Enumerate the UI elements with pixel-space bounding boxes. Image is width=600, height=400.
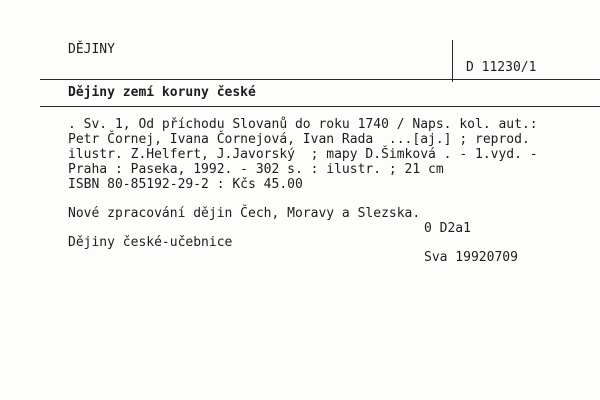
- description-line-1: . Sv. 1, Od příchodu Slovanů do roku 1740 / Naps. kol. aut.:: [68, 117, 538, 132]
- heading-divider-vertical: [452, 40, 453, 82]
- subject-heading: Dějiny české-učebnice: [68, 235, 233, 250]
- record-code: Sva 19920709: [424, 250, 518, 265]
- description-line-2: Petr Čornej, Ivana Čornejová, Ivan Rada ...[aj.] ; reprod.: [68, 132, 530, 147]
- description-line-3: ilustr. Z.Helfert, J.Javorský ; mapy D.Šimková . - 1.vyd. -: [68, 147, 538, 162]
- title-rule: [40, 106, 600, 107]
- description-line-5: ISBN 80-85192-29-2 : Kčs 45.00: [68, 177, 303, 192]
- classification-code: 0 D2a1: [424, 221, 471, 236]
- card-title: Dějiny zemí koruny české: [68, 85, 256, 100]
- heading-rule: [40, 79, 600, 80]
- card-heading: DĚJINY: [68, 42, 115, 57]
- call-number: D 11230/1: [466, 60, 537, 75]
- description-line-4: Praha : Paseka, 1992. - 302 s. : ilustr. ; 21 cm: [68, 162, 444, 177]
- card-note: Nové zpracování dějin Čech, Moravy a Slezska.: [68, 206, 421, 221]
